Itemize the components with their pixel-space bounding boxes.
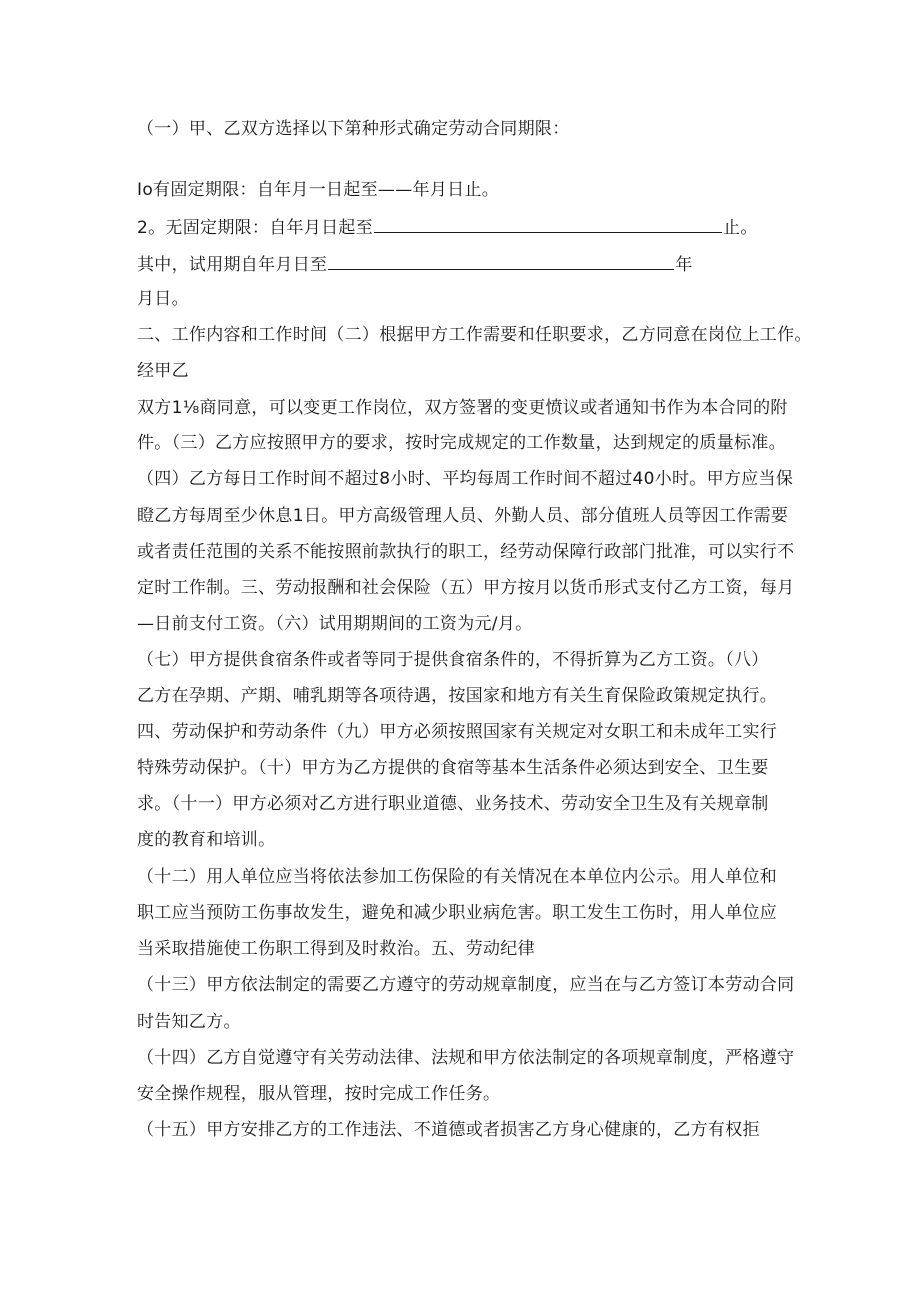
probation-blank (328, 252, 674, 270)
injury-prevention-line (137, 902, 777, 924)
salary-line (137, 613, 532, 635)
clause-thirteen-line (137, 974, 794, 996)
open-term-text: 2。无固定期限：自年月日起至 (137, 218, 374, 238)
term-selection-line (137, 118, 570, 140)
open-term-line (137, 215, 758, 239)
section-three-text: 定时工作制。三、劳动报酬和社会保险（五）甲方按月以货币形式支付乙方工资，每月 (137, 578, 795, 598)
clause-fourteen-text: （十四）乙方自觉遵守有关劳动法律、法规和甲方依法制定的各项规章制度，严格遵守 (137, 1048, 795, 1068)
clause-twelve-line (137, 866, 777, 888)
consensus-text: 经甲乙 (137, 361, 189, 381)
probation-year-text: 年 (675, 255, 693, 275)
position-change-line (137, 397, 788, 419)
section-four-line (137, 721, 777, 743)
flexible-hours-line (137, 541, 794, 563)
open-term-end-text: 止。 (723, 218, 758, 238)
clause-twelve-text: （十二）用人单位应当将依法参加工伤保险的有关情况在本单位内公示。用人单位和 (137, 867, 778, 887)
flexible-hours-text: 或者责任范围的关系不能按照前款执行的职工，经劳动保障行政部门批准，可以实行不 (137, 542, 795, 562)
injury-prevention-text: 职工应当预防工伤事故发生，避免和减少职业病危害。职工发生工伤时，用人单位应 (137, 903, 778, 923)
section-five-text: 当采取措施使工伤职工得到及时救治。五、劳动纪律 (137, 939, 535, 959)
notify-line (137, 1011, 241, 1033)
clause-eleven-line (137, 793, 769, 815)
training-text: 度的教育和培训。 (137, 830, 276, 850)
clause-four-text: （四）乙方每日工作时间不超过8小时、平均每周工作时间不超过40小时。甲方应当保 (137, 469, 794, 489)
probation-date-line (137, 288, 189, 310)
fixed-term-text: Io有固定期限：自年月一日起至——年月日止。 (137, 180, 500, 200)
consensus-line (137, 360, 189, 382)
maternity-text: 乙方在孕期、产期、哺乳期等各项待遇，按国家和地方有关生育保险政策规定执行。 (137, 686, 778, 706)
probation-date-text: 月日。 (137, 289, 189, 309)
clause-four-line (137, 468, 793, 490)
clause-seven-text: （七）甲方提供食宿条件或者等同于提供食宿条件的，不得折算为乙方工资。（八） (137, 650, 769, 670)
special-protection-text: 特殊劳动保护。（十）甲方为乙方提供的食宿等基本生活条件必须达到安全、卫生要 (137, 758, 769, 778)
clause-thirteen-text: （十三）甲方依法制定的需要乙方遵守的劳动规章制度，应当在与乙方签订本劳动合同 (137, 975, 795, 995)
probation-line (137, 252, 693, 276)
clause-fourteen-line (137, 1047, 794, 1069)
fixed-term-line (137, 179, 499, 201)
section-two-text: 二、工作内容和工作时间（二）根据甲方工作需要和任职要求，乙方同意在岗位上工作。 (137, 325, 812, 345)
section-three-line (137, 577, 794, 599)
position-change-text: 双方1⅛商同意，可以变更工作岗位，双方签署的变更愤议或者通知书作为本合同的附 (137, 398, 788, 418)
rest-day-line (137, 505, 788, 527)
section-two-line (137, 324, 812, 346)
salary-text: —日前支付工资。（六）试用期期间的工资为元/月。 (137, 614, 533, 634)
maternity-line (137, 685, 777, 707)
section-four-text: 四、劳动保护和劳动条件（九）甲方必须按照国家有关规定对女职工和未成年工实行 (137, 722, 778, 742)
clause-fifteen-line (137, 1119, 760, 1141)
clause-fifteen-text: （十五）甲方安排乙方的工作违法、不道德或者损害乙方身心健康的，乙方有权拒 (137, 1120, 760, 1140)
clause-three-line (137, 432, 786, 454)
safety-rules-text: 安全操作规程，服从管理，按时完成工作任务。 (137, 1084, 501, 1104)
training-line (137, 829, 275, 851)
clause-eleven-text: 求。（十一）甲方必须对乙方进行职业道德、业务技术、劳动安全卫生及有关规章制 (137, 794, 769, 814)
open-term-blank (374, 215, 722, 233)
rest-day-text: 瞪乙方每周至少休息1日。甲方高级管理人员、外勤人员、部分值班人员等因工作需要 (137, 506, 789, 526)
notify-text: 时告知乙方。 (137, 1012, 241, 1032)
clause-three-text: 件。（三）乙方应按照甲方的要求，按时完成规定的工作数量，达到规定的质量标准。 (137, 433, 786, 453)
clause-seven-line (137, 649, 769, 671)
section-five-line (137, 938, 535, 960)
probation-text: 其中，试用期自年月日至 (137, 255, 328, 275)
special-protection-line (137, 757, 769, 779)
safety-rules-line (137, 1083, 500, 1105)
term-selection-text: （一）甲、乙双方选择以下第种形式确定劳动合同期限： (137, 119, 570, 139)
